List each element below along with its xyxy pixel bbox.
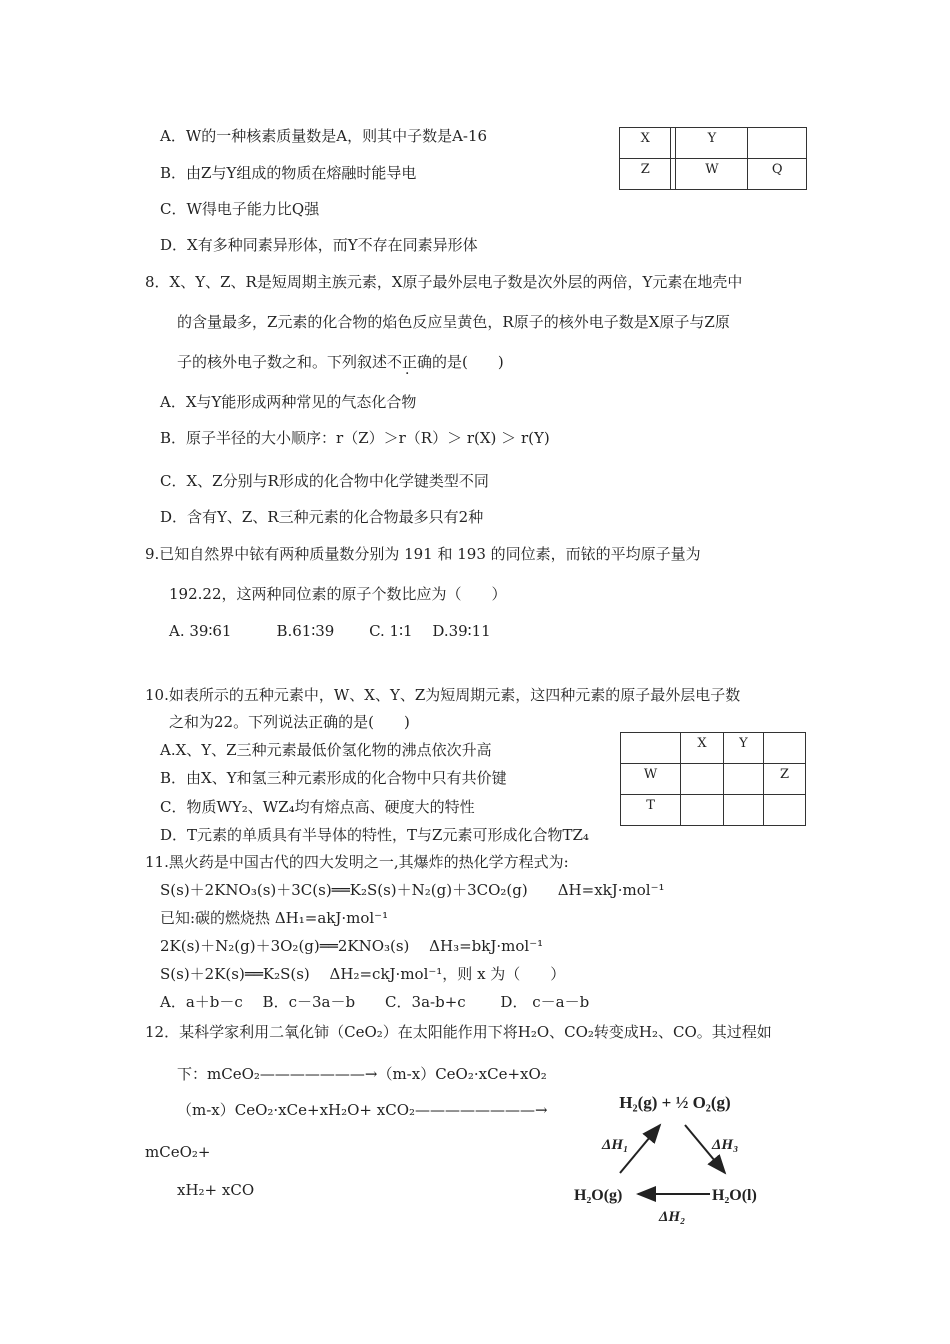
emphasis-not-correct: 不正确 bbox=[387, 353, 433, 371]
q10-option-a: A.X、Y、Z三种元素最低价氢化物的沸点依次升高 bbox=[160, 741, 492, 759]
q10-table-cell bbox=[681, 795, 724, 826]
q11-equation-k2s: S(s)＋2K(s)══K₂S(s) ΔH₂=ckJ·mol⁻¹，则 x 为（ ） bbox=[160, 965, 566, 983]
q11-stem: 11.黑火药是中国古代的四大发明之一,其爆炸的热化学方程式为: bbox=[145, 853, 569, 871]
q7-table-cell bbox=[748, 128, 807, 159]
q10-option-d: D．T元素的单质具有半导体的特性，T与Z元素可形成化合物TZ₄ bbox=[160, 826, 589, 844]
q7-table-cell: Q bbox=[748, 159, 807, 190]
q8-option-d: D．含有Y、Z、R三种元素的化合物最多只有2种 bbox=[160, 508, 484, 526]
q7-table-cell: W bbox=[676, 159, 748, 190]
q7-table-row bbox=[620, 159, 807, 190]
diagram-left-label: H₂O(g) bbox=[574, 1187, 623, 1204]
q10-table-cell bbox=[723, 764, 763, 795]
q8-stem-line3: 子的核外电子数之和。下列叙述不正确的是( ) bbox=[177, 353, 504, 371]
q8-stem-line2: 的含量最多，Z元素的化合物的焰色反应呈黄色，R原子的核外电子数是X原子与Z原 bbox=[177, 313, 730, 331]
q12-process-step1: 下：mCeO₂———————→（m-x）CeO₂·xCe+xO₂ bbox=[177, 1065, 547, 1083]
q11-equation-carbon: 已知:碳的燃烧热 ΔH₁=akJ·mol⁻¹ bbox=[160, 909, 389, 927]
q12-stem-line1: 12．某科学家利用二氧化铈（CeO₂）在太阳能作用下将H₂O、CO₂转变成H₂、CO。其过程如 bbox=[145, 1023, 772, 1041]
q11-equation-kno3: 2K(s)＋N₂(g)＋3O₂(g)══2KNO₃(s) ΔH₃=bkJ·mol⁻¹ bbox=[160, 937, 544, 955]
q7-table-cell: Z bbox=[620, 159, 671, 190]
q10-table-row bbox=[621, 733, 806, 764]
q10-table-cell: W bbox=[621, 764, 681, 795]
q10-table-cell bbox=[764, 733, 806, 764]
q7-table-cell: X bbox=[620, 128, 671, 159]
q10-table-cell bbox=[764, 795, 806, 826]
diagram-dh2-label: ΔH₂ bbox=[659, 1209, 686, 1225]
q11-equation-main: S(s)＋2KNO₃(s)＋3C(s)══K₂S(s)＋N₂(g)＋3CO₂(g) ΔH=xkJ·mol⁻¹ bbox=[160, 881, 665, 899]
q7-option-d: D．X有多种同素异形体，而Y不存在同素异形体 bbox=[160, 236, 478, 254]
q10-option-c: C．物质WY₂、WZ₄均有熔点高、硬度大的特性 bbox=[160, 798, 475, 816]
diagram-top-label: H₂(g) + ½ O₂(g) bbox=[619, 1093, 731, 1112]
q7-option-a: A．W的一种核素质量数是A，则其中子数是A-16 bbox=[160, 127, 488, 145]
q10-table-row bbox=[621, 795, 806, 826]
q8-option-c: C．X、Z分别与R形成的化合物中化学键类型不同 bbox=[160, 472, 489, 490]
q10-table-row bbox=[621, 764, 806, 795]
q10-table-cell: T bbox=[621, 795, 681, 826]
q10-table-cell: X bbox=[681, 733, 724, 764]
diagram-dh1-label: ΔH₁ bbox=[602, 1137, 629, 1153]
q10-table-cell: Z bbox=[764, 764, 806, 795]
q7-table-cell: Y bbox=[676, 128, 748, 159]
q7-option-b: B．由Z与Y组成的物质在熔融时能导电 bbox=[160, 164, 417, 182]
q8-option-b: B．原子半径的大小顺序：r（Z）＞r（R）＞ r(X) ＞ r(Y) bbox=[160, 429, 550, 447]
q10-table-cell: Y bbox=[723, 733, 763, 764]
q11-options: A．a＋b－c B．c－3a－b C．3a-b+c D． c－a－b bbox=[160, 993, 590, 1011]
q10-table-cell bbox=[723, 795, 763, 826]
q12-process-step2: （m-x）CeO₂·xCe+xH₂O+ xCO₂————————→ bbox=[177, 1101, 548, 1119]
q10-table-cell bbox=[621, 733, 681, 764]
diagram-dh3-label: ΔH₃ bbox=[712, 1137, 739, 1153]
q7-table-row bbox=[620, 128, 807, 159]
q9-stem-line2: 192.22，这两种同位素的原子个数比应为（ ） bbox=[169, 585, 507, 603]
q8-option-a: A．X与Y能形成两种常见的气态化合物 bbox=[160, 393, 417, 411]
q8-stem-line1: 8．X、Y、Z、R是短周期主族元素，X原子最外层电子数是次外层的两倍，Y元素在地壳中 bbox=[145, 273, 743, 291]
q9-stem-line1: 9.已知自然界中铱有两种质量数分别为 191 和 193 的同位素，而铱的平均原子量为 bbox=[145, 545, 701, 563]
q7-option-c: C．W得电子能力比Q强 bbox=[160, 200, 320, 218]
q10-element-table bbox=[620, 732, 806, 826]
q7-element-table bbox=[619, 127, 807, 190]
q9-options: A. 39∶61 B.61∶39 C. 1∶1 D.39∶11 bbox=[169, 622, 491, 640]
q10-stem-line2: 之和为22。下列说法正确的是( ) bbox=[169, 713, 410, 731]
q10-table-cell bbox=[681, 764, 724, 795]
diagram-right-label: H₂O(l) bbox=[712, 1187, 757, 1204]
q12-process-product2: xH₂+ xCO bbox=[177, 1181, 255, 1199]
q12-process-product1: mCeO₂+ bbox=[145, 1143, 211, 1161]
q10-option-b: B．由X、Y和氢三种元素形成的化合物中只有共价键 bbox=[160, 769, 507, 787]
hess-cycle-diagram bbox=[560, 1075, 790, 1235]
q10-stem-line1: 10.如表所示的五种元素中，W、X、Y、Z为短周期元素，这四种元素的原子最外层电子数 bbox=[145, 686, 741, 704]
